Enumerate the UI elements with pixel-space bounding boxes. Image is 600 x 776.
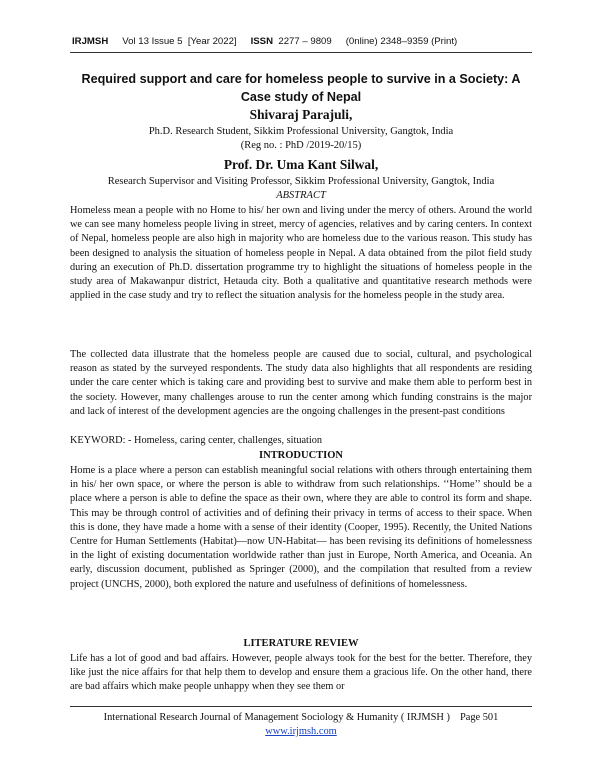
keywords: KEYWORD: - Homeless, caring center, challenges, situation <box>70 435 323 446</box>
year: [Year 2022] <box>187 36 237 47</box>
author-affiliation-1: Ph.D. Research Student, Sikkim Professional University, Gangtok, India <box>148 126 454 137</box>
abstract-heading: ABSTRACT <box>276 190 326 201</box>
journal-abbreviation: IRJMSH <box>72 36 109 47</box>
footer-journal-name: International Research Journal of Management Sociology & Humanity ( IRJMSH ) <box>103 712 450 723</box>
issn-online: (0nline) 2348–9359 (Print) <box>345 36 458 47</box>
header-divider <box>70 52 532 53</box>
footer-divider <box>70 706 532 707</box>
author-registration: (Reg no. : PhD /2019-20/15) <box>240 140 362 151</box>
author-name-1: Shivaraj Parajuli, <box>249 107 353 122</box>
abstract-paragraph-1: Homeless mean a people with no Home to his/ her own and living under the mercy of others. Around the world we can see many homeless people living in street, mercy of agencies, relatives and by caring centers. In context of Nepal, homeless people are also high in majority who are homeless due to the various reason. This study has been designed to analysis the situation of homeless people in Nepal. A data obtained from the pilot field study during an execution of Ph.D. dissertation programme try to highlight the situations of homeless people in the study area of Makawanpur district, Hetauda city. Both a qualitative and quantitative research methods were applied in the case study and try to reflect the situation analysis for the homeless people in the study area. <box>70 205 532 302</box>
paper-title: Required support and care for homeless people to survive in a Society: A Case study of Nepal <box>81 72 521 104</box>
abstract-paragraph-2: The collected data illustrate that the homeless people are caused due to social, cultural, and psychological reason as stated by the surveyed respondents. The study data also highlights that all respondents are residing under the care center which is taking care and providing best to survive and make them able to perform best in the society. However, many challenges arouse to run the center among which funding constrains is the major and lack of interest of the development agencies are the ongoing challenges in the present-past conditions <box>70 349 532 417</box>
footer-url-row <box>70 726 532 737</box>
volume-issue: Vol 13 Issue 5 <box>122 36 183 47</box>
author-affiliation-2: Research Supervisor and Visiting Professor, Sikkim Professional University, Gangtok, India <box>107 176 495 187</box>
running-header <box>72 36 542 47</box>
author-name-2: Prof. Dr. Uma Kant Silwal, <box>223 157 379 172</box>
literature-review-text: Life has a lot of good and bad affairs. However, people always took for the best for the better. Therefore, they like just the nice affairs for that help them to develop and ensure them a gracious life. On the other hand, there are bad affairs which make people unhappy when they see them or <box>70 653 532 693</box>
page-number: Page 501 <box>459 712 499 723</box>
introduction-heading: INTRODUCTION <box>258 450 343 461</box>
introduction-text: Home is a place where a person can establish meaningful social relations with others through entertaining them in his/ her own space, or where the person is able to withdraw from such relationships. ‘‘Home’’ should be a place where a person is able to define the space as their own, where they are able to control its form and shape. This may be through control of activities and of defining their privacy in terms of access to their space. When this is done, they have made a home with a sense of their identity (Cooper, 1995). Recently, the United Nations Centre for Human Settlements (Habitat)—now UN-Habitat— has been revising its definitions of homelessness in the light of existing documentation worldwide rather than just in Europe, North America, and Oceania. An early, discussion document, published as Springer (2000), and the compilation that resulted from a review project (UNCHS, 2000), both explored the nature and usefulness of definitions of homelessness. <box>70 465 532 590</box>
journal-website-link[interactable]: www.irjmsh.com <box>265 726 337 737</box>
issn-label: ISSN <box>250 36 274 47</box>
literature-review-heading: LITERATURE REVIEW <box>243 638 359 649</box>
page-footer <box>70 712 532 723</box>
issn-print: 2277 – 9809 <box>278 36 332 47</box>
